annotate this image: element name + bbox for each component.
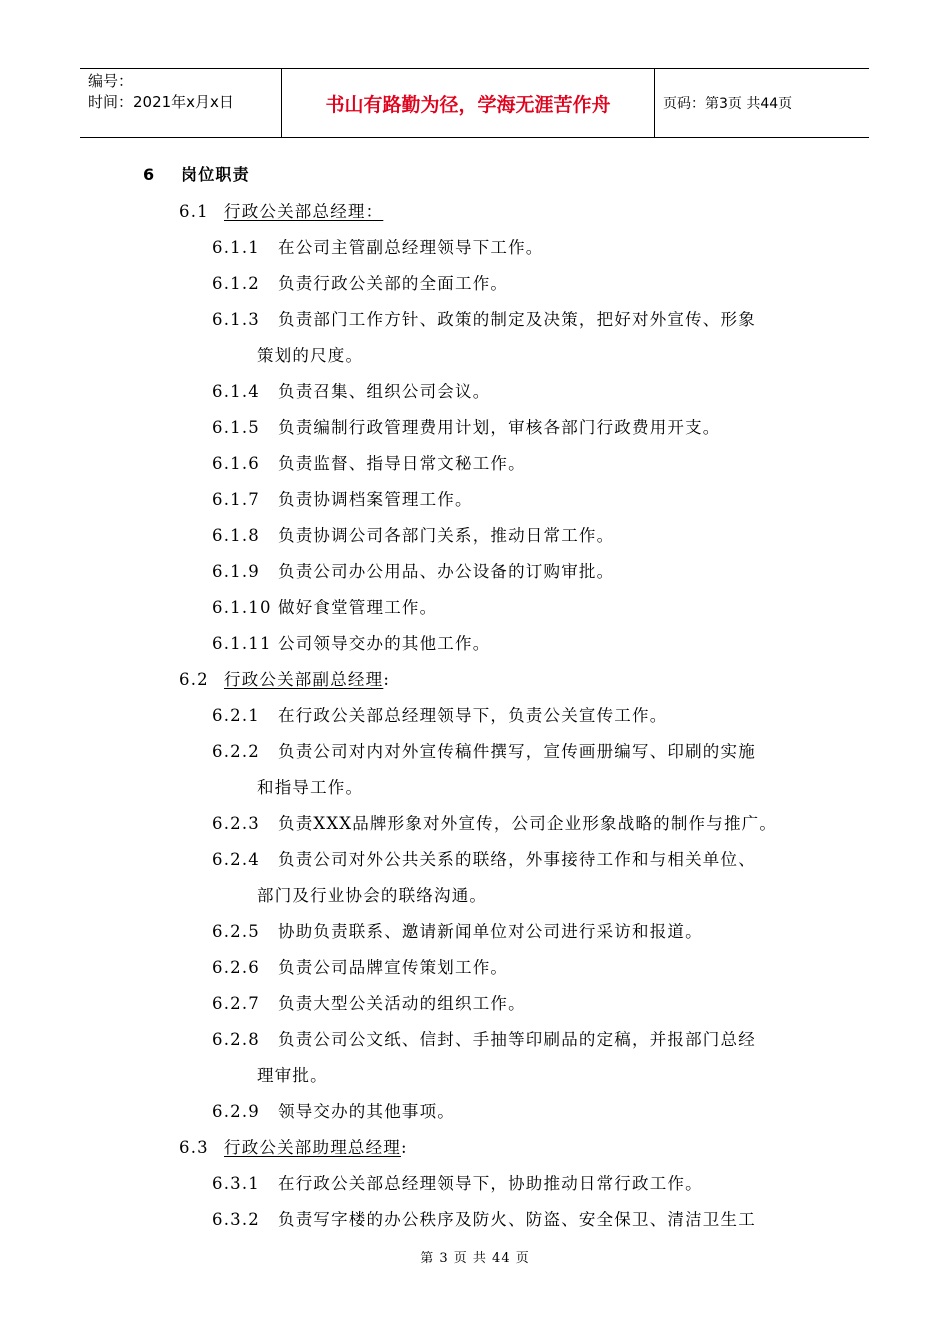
list-item: 6.2.1 在行政公关部总经理领导下，负责公关宣传工作。 (212, 706, 668, 725)
subsection-number: 6.1 (179, 202, 209, 221)
page-footer: 第 3 页 共 44 页 (420, 1251, 530, 1266)
number-label: 编号： (88, 72, 134, 90)
list-item: 6.2.5 协助负责联系、邀请新闻单位对公司进行采访和报道。 (212, 922, 703, 941)
subsection-heading: 6.3 行政公关部助理总经理: (179, 1138, 408, 1157)
list-item: 6.2.7 负责大型公关活动的组织工作。 (212, 994, 526, 1013)
list-item: 6.2.2 负责公司对内对外宣传稿件撰写，宣传画册编写、印刷的实施 (212, 742, 756, 761)
list-item: 6.1.1 在公司主管副总经理领导下工作。 (212, 238, 544, 257)
section-title: 岗位职责 (181, 165, 250, 184)
subsection-title: 行政公关部总经理： (224, 202, 384, 221)
list-item: 6.2.8 负责公司公文纸、信封、手抽等印刷品的定稿，并报部门总经 (212, 1030, 756, 1049)
subsection-heading (179, 198, 383, 222)
list-item: 6.2.4 负责公司对外公共关系的联络，外事接待工作和与相关单位、 (212, 850, 756, 869)
header-page-number: 页码：第3页 共44页 (663, 96, 793, 112)
subsection-title: 行政公关部副总经理 (224, 670, 384, 689)
list-item-continuation: 部门及行业协会的联络沟通。 (257, 886, 488, 905)
section-number: 6 (143, 165, 156, 184)
list-item: 6.3.1 在行政公关部总经理领导下，协助推动日常行政工作。 (212, 1174, 703, 1193)
list-item: 6.1.10 做好食堂管理工作。 (212, 598, 438, 617)
list-item: 6.2.9 领导交办的其他事项。 (212, 1102, 455, 1121)
header-meta (80, 69, 282, 137)
subsection-number: 6.3 (179, 1138, 209, 1157)
list-item: 6.1.4 负责召集、组织公司会议。 (212, 382, 491, 401)
list-item: 6.1.6 负责监督、指导日常文秘工作。 (212, 454, 526, 473)
list-item: 6.2.6 负责公司品牌宣传策划工作。 (212, 958, 509, 977)
subsection-number: 6.2 (179, 670, 209, 689)
list-item: 6.3.2 负责写字楼的办公秩序及防火、防盗、安全保卫、清洁卫生工 (212, 1210, 756, 1229)
date-label: 时间：2021年x月x日 (88, 93, 234, 111)
list-item: 6.1.2 负责行政公关部的全面工作。 (212, 274, 509, 293)
subsection-title: 行政公关部助理总经理 (224, 1138, 401, 1157)
list-item-continuation: 理审批。 (257, 1066, 328, 1085)
list-item: 6.1.8 负责协调公司各部门关系，推动日常工作。 (212, 526, 615, 545)
list-item: 6.1.7 负责协调档案管理工作。 (212, 490, 473, 509)
list-item: 6.1.5 负责编制行政管理费用计划，审核各部门行政费用开支。 (212, 418, 721, 437)
list-item-continuation: 和指导工作。 (257, 778, 364, 797)
section-heading (143, 162, 250, 185)
list-item: 6.1.9 负责公司办公用品、办公设备的订购审批。 (212, 562, 615, 581)
subsection-heading: 6.2 行政公关部副总经理: (179, 670, 391, 689)
list-item: 6.1.11 公司领导交办的其他工作。 (212, 634, 491, 653)
header-motto: 书山有路勤为径，学海无涯苦作舟 (282, 69, 655, 137)
list-item: 6.1.3 负责部门工作方针、政策的制定及决策，把好对外宣传、形象 (212, 310, 756, 329)
list-item-continuation: 策划的尺度。 (257, 346, 364, 365)
document-header (80, 68, 869, 138)
list-item: 6.2.3 负责XXX品牌形象对外宣传，公司企业形象战略的制作与推广。 (212, 814, 778, 833)
